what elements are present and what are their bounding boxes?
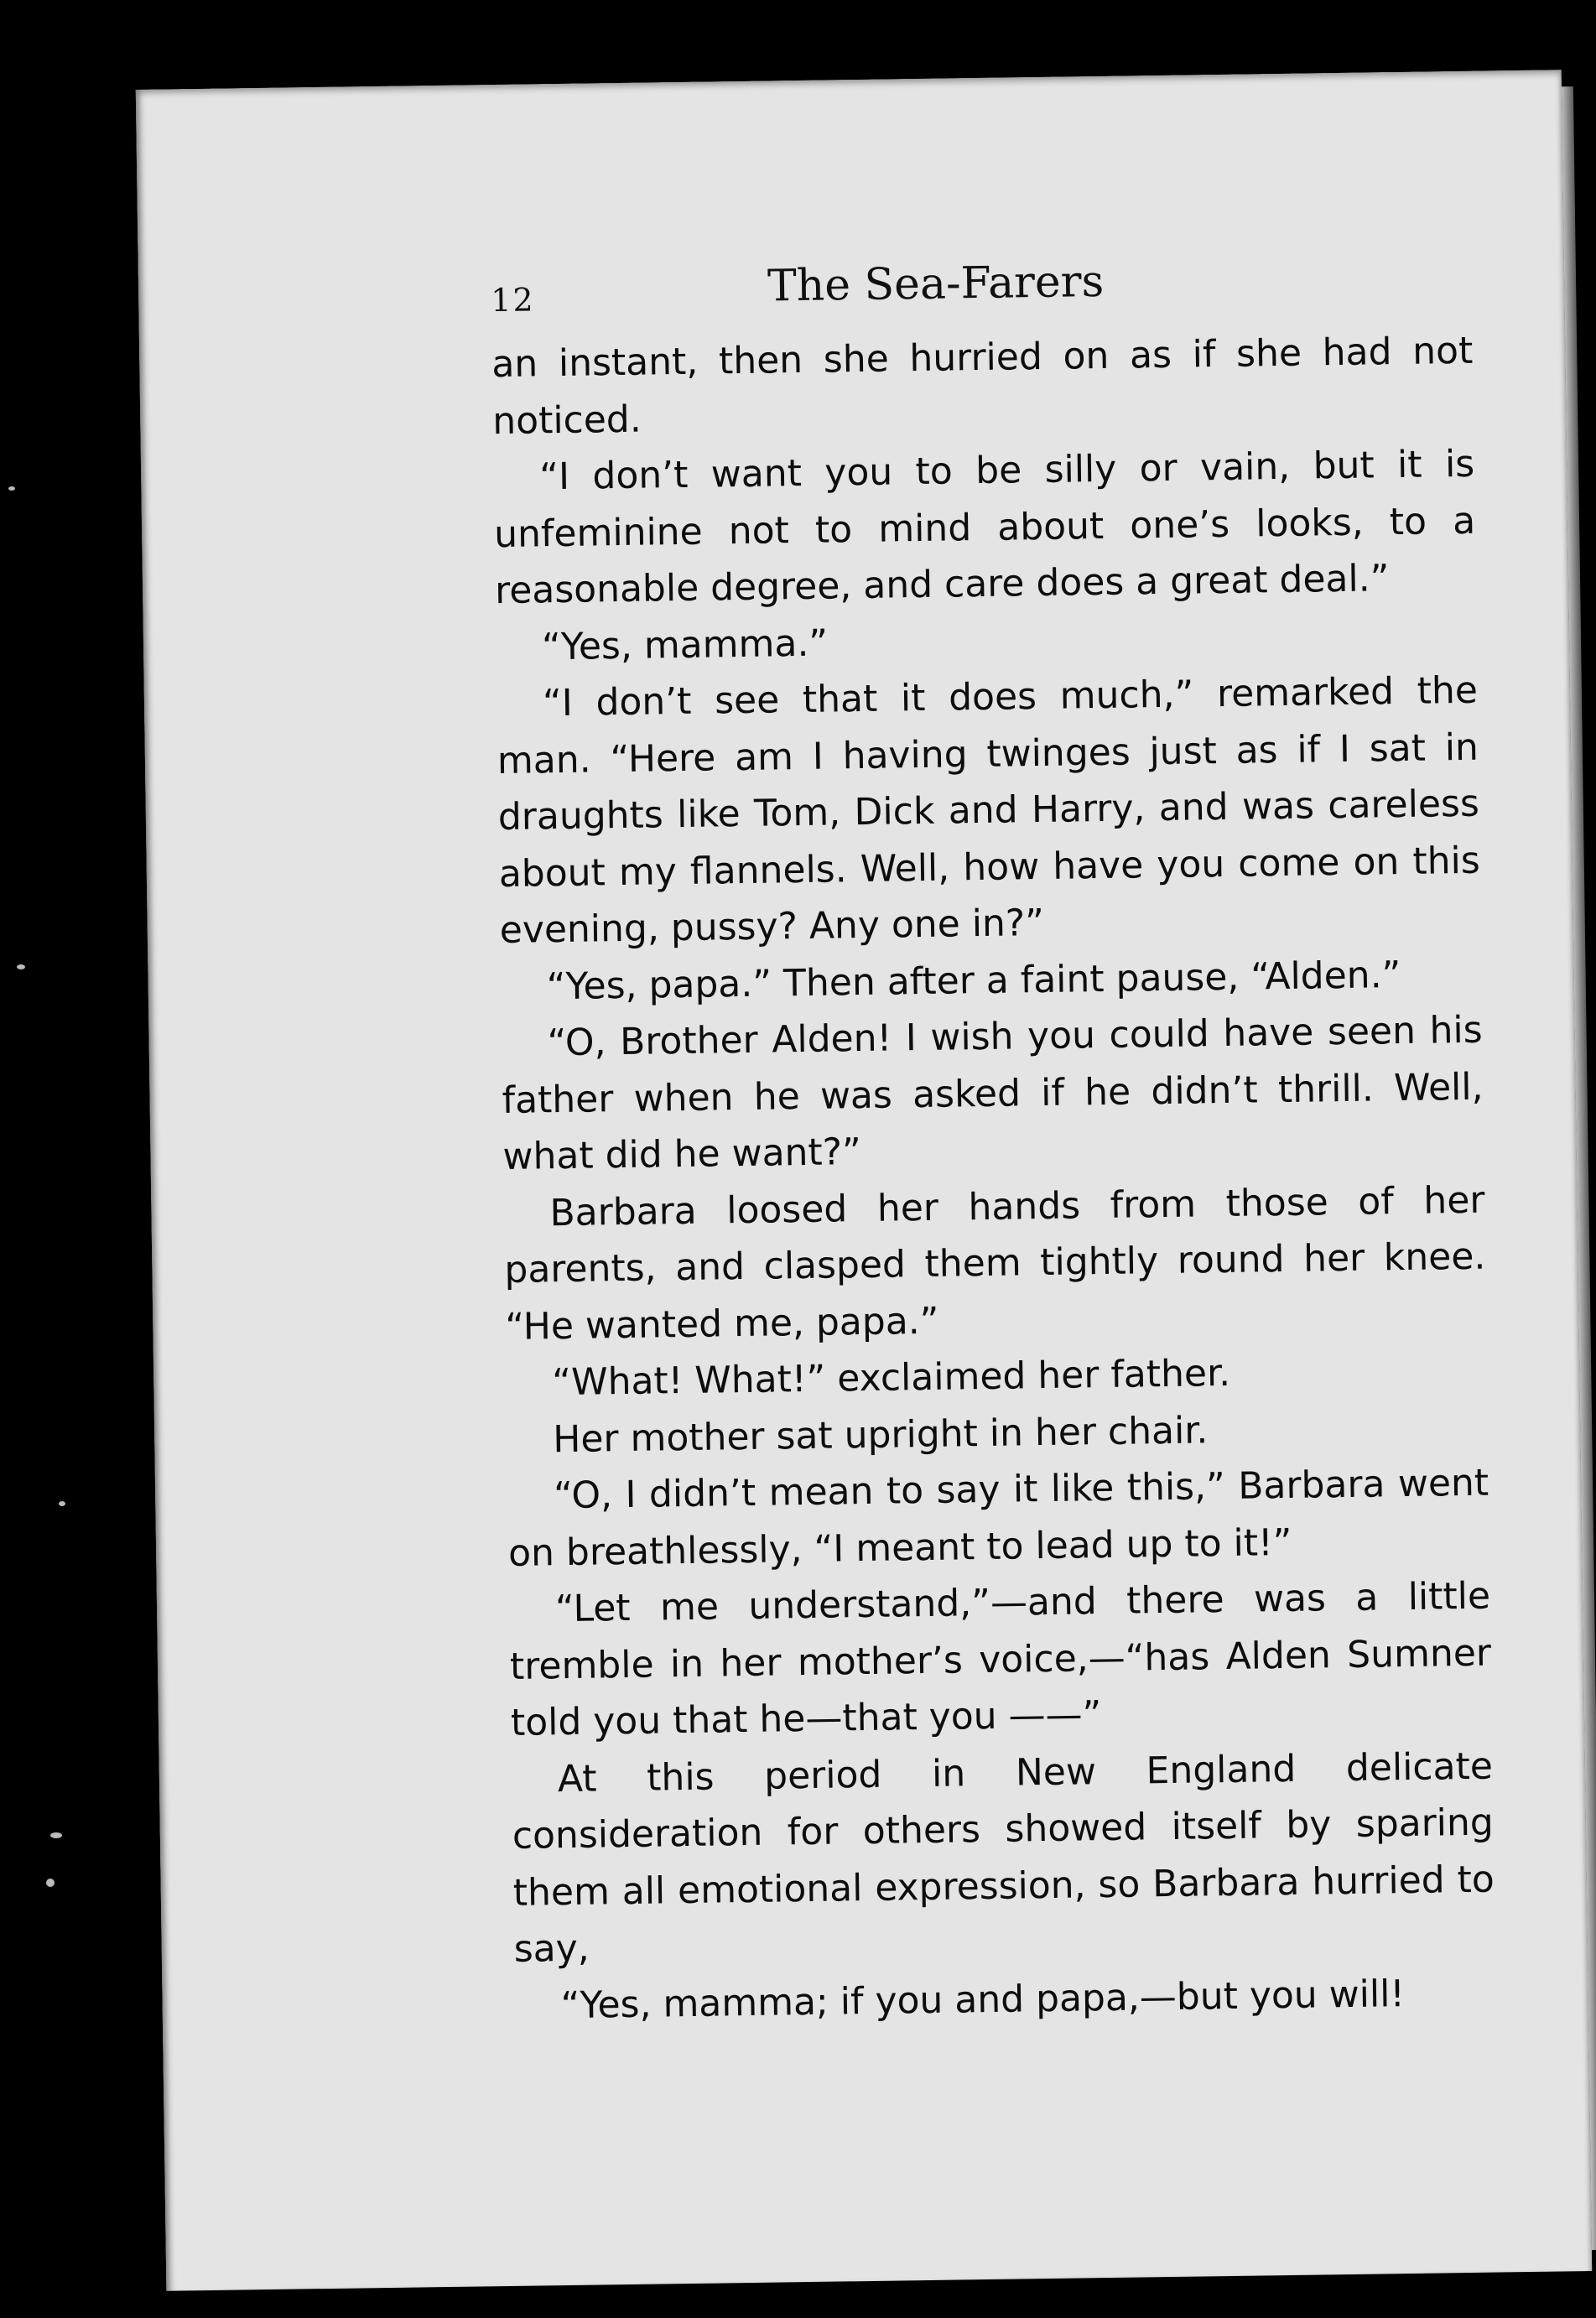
book-page (136, 70, 1592, 2290)
book-title: The Sea-Farers (767, 256, 1105, 312)
scan-speck (46, 1879, 55, 1887)
page-number: 12 (490, 281, 535, 320)
paragraph: “Yes, mamma.” (541, 621, 829, 668)
paragraph: “O, Brother Alden! I wish you could have seen his father when he was asked if he didn’t thrill. Well, what did he want?” (502, 1008, 1484, 1179)
scan-speck (8, 486, 15, 491)
paragraph: “Yes, papa.” Then after a faint pause, “Alden.” (546, 953, 1401, 1008)
paragraph: “Let me understand,”—and there was a little tremble in her mother’s voice,—“has Alden Sumner told you that he—that you ——” (509, 1574, 1492, 1744)
paragraph: “O, I didn’t mean to say it like this,” Barbara went on breathlessly, “I meant to lead up to it!” (507, 1461, 1489, 1575)
paragraph: At this period in New England delicate consideration for others showed itself by sparing them all emotional expression, so Barbara hurried to say, (512, 1744, 1495, 1971)
scan-speck (50, 1832, 62, 1838)
scan-speck (59, 1501, 65, 1506)
paragraph: “Yes, mamma; if you and papa,—but you will! (560, 1972, 1406, 2027)
paragraph: “What! What!” exclaimed her father. (551, 1351, 1231, 1405)
running-head (138, 242, 1565, 329)
page-edge (1562, 86, 1596, 2250)
paragraph: “I don’t want you to be silly or vain, but it is unfeminine not to mind about one’s looks, to a reasonable degree, and care does a great deal.” (493, 442, 1476, 613)
paragraph: an instant, then she hurried on as if she had not noticed. (491, 329, 1474, 443)
scan-speck (17, 964, 25, 969)
paragraph: “I don’t see that it does much,” remarked the man. “Here am I having twinges just as if I sat in draughts like Tom, Dick and Harry, and was careless about my flannels. Well, how have you come on this evening, pussy? Any one in?” (496, 668, 1481, 953)
paragraph: Barbara loosed her hands from those of her parents, and clasped them tightly round her knee. “He wanted me, papa.” (504, 1178, 1486, 1349)
body-text (491, 323, 1496, 2035)
paragraph: Her mother sat upright in her chair. (552, 1408, 1209, 1461)
